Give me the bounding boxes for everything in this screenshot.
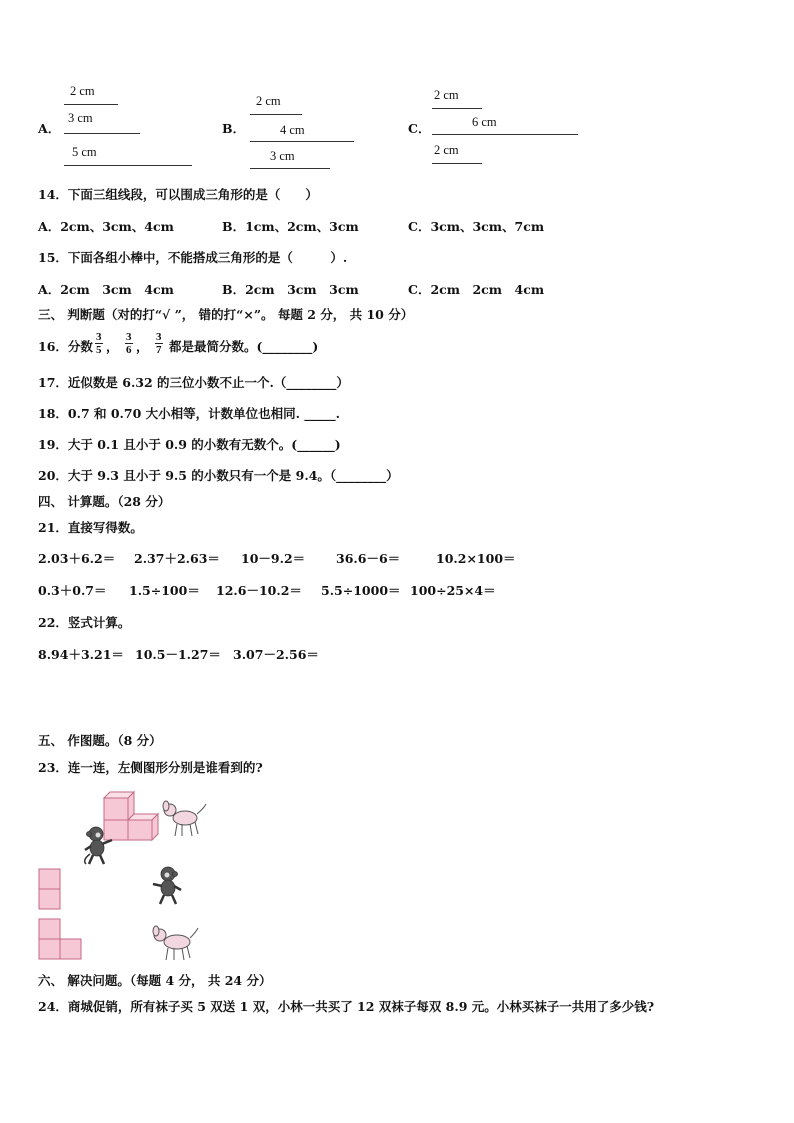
- q15-option-a: A．2cm 3cm 4cm: [38, 282, 174, 297]
- monkey-icon: [80, 826, 116, 866]
- calc-item: 5.5÷1000＝: [321, 583, 401, 598]
- question-15: 15．下面各组小棒中，不能搭成三角形的是（ ）.: [38, 250, 348, 265]
- section-3-title: 三、 判断题（对的打“√ ”， 错的打“×”。 每题 2 分， 共 10 分）: [38, 307, 414, 322]
- segment-label: 3 cm: [270, 149, 295, 163]
- q14-option-c: C．3cm、3cm、7cm: [408, 219, 545, 234]
- question-22: 22．竖式计算。: [38, 615, 131, 630]
- vertical-calc-item: 10.5－1.27＝: [135, 647, 221, 662]
- segment-label: 3 cm: [68, 111, 93, 125]
- q15-option-c: C．2cm 2cm 4cm: [408, 282, 545, 297]
- section-6-title: 六、 解决问题。（每题 4 分， 共 24 分）: [38, 973, 272, 988]
- fraction: $\frac{3}{5}$: [96, 331, 102, 356]
- q16-prefix: 16．分数: [38, 339, 93, 354]
- question-24: 24．商城促销，所有袜子买 5 双送 1 双，小林一共买了 12 双袜子每双 8.9 元。小林买袜子一共用了多少钱?: [38, 999, 655, 1014]
- fraction: $\frac{3}{7}$: [156, 331, 162, 356]
- view-shape-l: [38, 918, 84, 962]
- dog-icon: [150, 924, 200, 964]
- q14-option-b: B．1cm、2cm、3cm: [222, 219, 359, 234]
- calc-item: 36.6－6＝: [336, 551, 401, 566]
- segment-line: [64, 165, 192, 166]
- segment-line: [432, 134, 578, 135]
- calc-item: 2.37＋2.63＝: [134, 551, 220, 566]
- calc-item: 10.2×100＝: [436, 551, 516, 566]
- segment-label: 4 cm: [280, 123, 305, 137]
- section-4-title: 四、 计算题。（28 分）: [38, 494, 171, 509]
- calc-item: 100÷25×4＝: [410, 583, 496, 598]
- segment-label: 6 cm: [472, 115, 497, 129]
- segment-line: [250, 141, 354, 142]
- calc-item: 0.3＋0.7＝: [38, 583, 107, 598]
- option-b-letter: B．: [222, 121, 246, 136]
- segment-line: [64, 104, 118, 105]
- segment-label: 2 cm: [434, 88, 459, 102]
- section-5-title: 五、 作图题。（8 分）: [38, 733, 162, 748]
- q16-suffix: 都是最简分数。(________): [169, 339, 319, 354]
- segment-label: 2 cm: [434, 143, 459, 157]
- question-17: 17．近似数是 6.32 的三位小数不止一个.（________）: [38, 375, 349, 390]
- segment-label: 2 cm: [70, 84, 95, 98]
- monkey-icon: [150, 866, 186, 906]
- vertical-calc-item: 3.07－2.56＝: [233, 647, 319, 662]
- view-shape-column: [38, 868, 62, 912]
- calc-item: 2.03＋6.2＝: [38, 551, 116, 566]
- comma: ，: [106, 339, 119, 354]
- segment-line: [432, 163, 482, 164]
- segment-line: [64, 133, 140, 134]
- segment-line: [432, 108, 482, 109]
- question-23: 23．连一连，左侧图形分别是谁看到的?: [38, 760, 263, 775]
- segment-line: [250, 168, 330, 169]
- segment-label: 2 cm: [256, 94, 281, 108]
- option-a-letter: A．: [38, 121, 61, 136]
- segment-line: [250, 114, 302, 115]
- calc-item: 10－9.2＝: [241, 551, 306, 566]
- question-18: 18．0.7 和 0.70 大小相等，计数单位也相同. _____.: [38, 406, 340, 421]
- vertical-calc-item: 8.94＋3.21＝: [38, 647, 124, 662]
- option-c-letter: C．: [408, 121, 431, 136]
- q15-option-b: B．2cm 3cm 3cm: [222, 282, 359, 297]
- question-20: 20．大于 9.3 且小于 9.5 的小数只有一个是 9.4。（________）: [38, 468, 399, 483]
- fraction: $\frac{3}{6}$: [126, 331, 132, 356]
- question-19: 19．大于 0.1 且小于 0.9 的小数有无数个。(______): [38, 437, 341, 452]
- calc-item: 1.5÷100＝: [129, 583, 200, 598]
- calc-item: 12.6－10.2＝: [216, 583, 302, 598]
- q14-option-a: A．2cm、3cm、4cm: [38, 219, 174, 234]
- comma: ，: [136, 339, 149, 354]
- dog-icon: [160, 800, 208, 840]
- question-14: 14．下面三组线段，可以围成三角形的是（ ）: [38, 187, 318, 202]
- segment-label: 5 cm: [72, 145, 97, 159]
- question-21: 21．直接写得数。: [38, 520, 143, 535]
